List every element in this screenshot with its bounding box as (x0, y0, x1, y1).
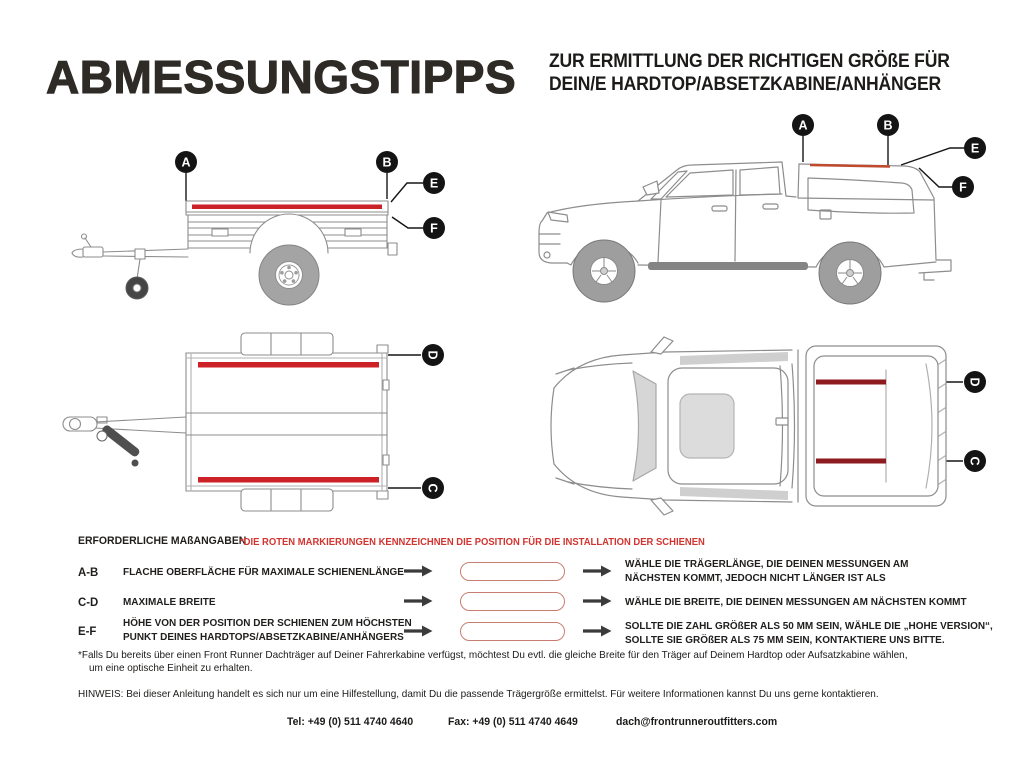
measurement-desc-ab: FLACHE OBERFLÄCHE FÜR MAXIMALE SCHIENENLÄNGE (123, 566, 404, 578)
measurement-desc-ef: HÖHE VON DER POSITION DER SCHIENEN ZUM HÖCHSTEN PUNKT DEINES HARDTOPS/ABSETZKABINE/ANHÄNGERS (123, 617, 412, 643)
label-badge-d (964, 371, 986, 393)
truck-top-view-illustration (530, 330, 1000, 520)
page-subtitle-line-2: DEIN/E HARDTOP/ABSETZKABINE/ANHÄNGER (549, 73, 942, 95)
svg-text:A: A (798, 118, 808, 133)
rail-position-marker-bed-1 (816, 380, 886, 385)
svg-text:E: E (429, 176, 439, 191)
trailer-side-view-illustration (45, 125, 465, 320)
rail-position-marker-top-2 (198, 477, 379, 483)
footnote-line-1: *Falls Du bereits über einen Front Runner Dachträger auf Deiner Fahrerkabine verfügst, möchtest Du evtl. die gleiche Breite für den Träger auf Deinem Hardtop oder Aufsatzkabine wählen, (78, 649, 908, 661)
measurement-key-ab: A-B (78, 565, 99, 579)
page-subtitle-line-1: ZUR ERMITTLUNG DER RICHTIGEN GRÖßE FÜR (549, 50, 950, 72)
label-badge-b (877, 114, 899, 136)
label-badge-a (792, 114, 814, 136)
trailer-jockey-wheel (126, 277, 148, 299)
measurement-result-ef: SOLLTE DIE ZAHL GRÖßER ALS 50 MM SEIN, WÄHLE DIE „HOHE VERSION“, SOLLTE SIE GRÖßER ALS 75 MM SEIN, KONTAKTIERE UNS BITTE. (625, 620, 993, 646)
svg-text:F: F (430, 221, 438, 236)
trailer-line-art (72, 201, 397, 279)
measurement-desc-cd: MAXIMALE BREITE (123, 596, 216, 608)
required-measurements-heading: ERFORDERLICHE MAßANGABEN (78, 535, 247, 547)
measurement-key-cd: C-D (78, 595, 99, 609)
svg-text:D: D (425, 350, 440, 360)
contact-tel: Tel: +49 (0) 511 4740 4640 (287, 716, 414, 728)
svg-text:C: C (967, 456, 982, 466)
arrow-right-icon (582, 565, 612, 577)
arrow-right-icon (403, 625, 433, 637)
svg-text:B: B (382, 155, 392, 170)
label-badge-e (964, 137, 986, 159)
measurement-input-ab[interactable] (460, 562, 565, 581)
svg-text:A: A (181, 155, 191, 170)
truck-side-view-illustration (520, 110, 1000, 315)
label-badge-b (376, 151, 398, 173)
label-badge-c (964, 450, 986, 472)
arrow-right-icon (403, 595, 433, 607)
hinweis-note: HINWEIS: Bei dieser Anleitung handelt es sich nur um eine Hilfestellung, damit Du die passende Trägergröße ermittelst. Für weitere Informationen kannst Du uns gerne kontaktieren. (78, 688, 879, 700)
svg-text:C: C (425, 483, 440, 493)
truck-top-line-art (551, 337, 946, 515)
trailer-wheel (259, 245, 319, 305)
rail-position-marker-bed-2 (816, 459, 886, 464)
label-badge-f (423, 217, 445, 239)
contact-fax: Fax: +49 (0) 511 4740 4649 (448, 716, 578, 728)
label-badge-e (423, 172, 445, 194)
label-badge-f (952, 176, 974, 198)
contact-email: dach@frontrunneroutfitters.com (616, 716, 778, 728)
truck-rear-wheel (819, 242, 881, 304)
arrow-right-icon (582, 625, 612, 637)
measurement-input-cd[interactable] (460, 592, 565, 611)
label-badge-d (422, 344, 444, 366)
red-markings-note: *DIE ROTEN MARKIERUNGEN KENNZEICHNEN DIE POSITION FÜR DIE INSTALLATION DER SCHIENEN (240, 536, 705, 548)
svg-text:B: B (883, 118, 893, 133)
measurement-input-ef[interactable] (460, 622, 565, 641)
rail-position-marker-canopy (810, 165, 890, 167)
page-title: ABMESSUNGSTIPPS (46, 51, 517, 103)
rail-position-marker-top-1 (198, 362, 379, 368)
label-badge-c (422, 477, 444, 499)
leader-lines (388, 355, 421, 488)
measurement-key-ef: E-F (78, 624, 97, 638)
trailer-top-view-illustration (45, 325, 465, 520)
measurement-result-ab: WÄHLE DIE TRÄGERLÄNGE, DIE DEINEN MESSUNGEN AM NÄCHSTEN KOMMT, JEDOCH NICHT LÄNGER IST ALS (625, 558, 909, 584)
arrow-right-icon (403, 565, 433, 577)
svg-text:D: D (967, 377, 982, 387)
trailer-top-line-art (63, 333, 389, 511)
svg-text:E: E (970, 141, 980, 156)
truck-front-wheel (573, 240, 635, 302)
footnote-line-2: um eine optische Einheit zu erhalten. (89, 662, 253, 674)
label-badge-a (175, 151, 197, 173)
svg-text:F: F (959, 180, 967, 195)
rail-position-marker-side (192, 205, 382, 210)
arrow-right-icon (582, 595, 612, 607)
measurement-result-cd: WÄHLE DIE BREITE, DIE DEINEN MESSUNGEN AM NÄCHSTEN KOMMT (625, 596, 967, 608)
